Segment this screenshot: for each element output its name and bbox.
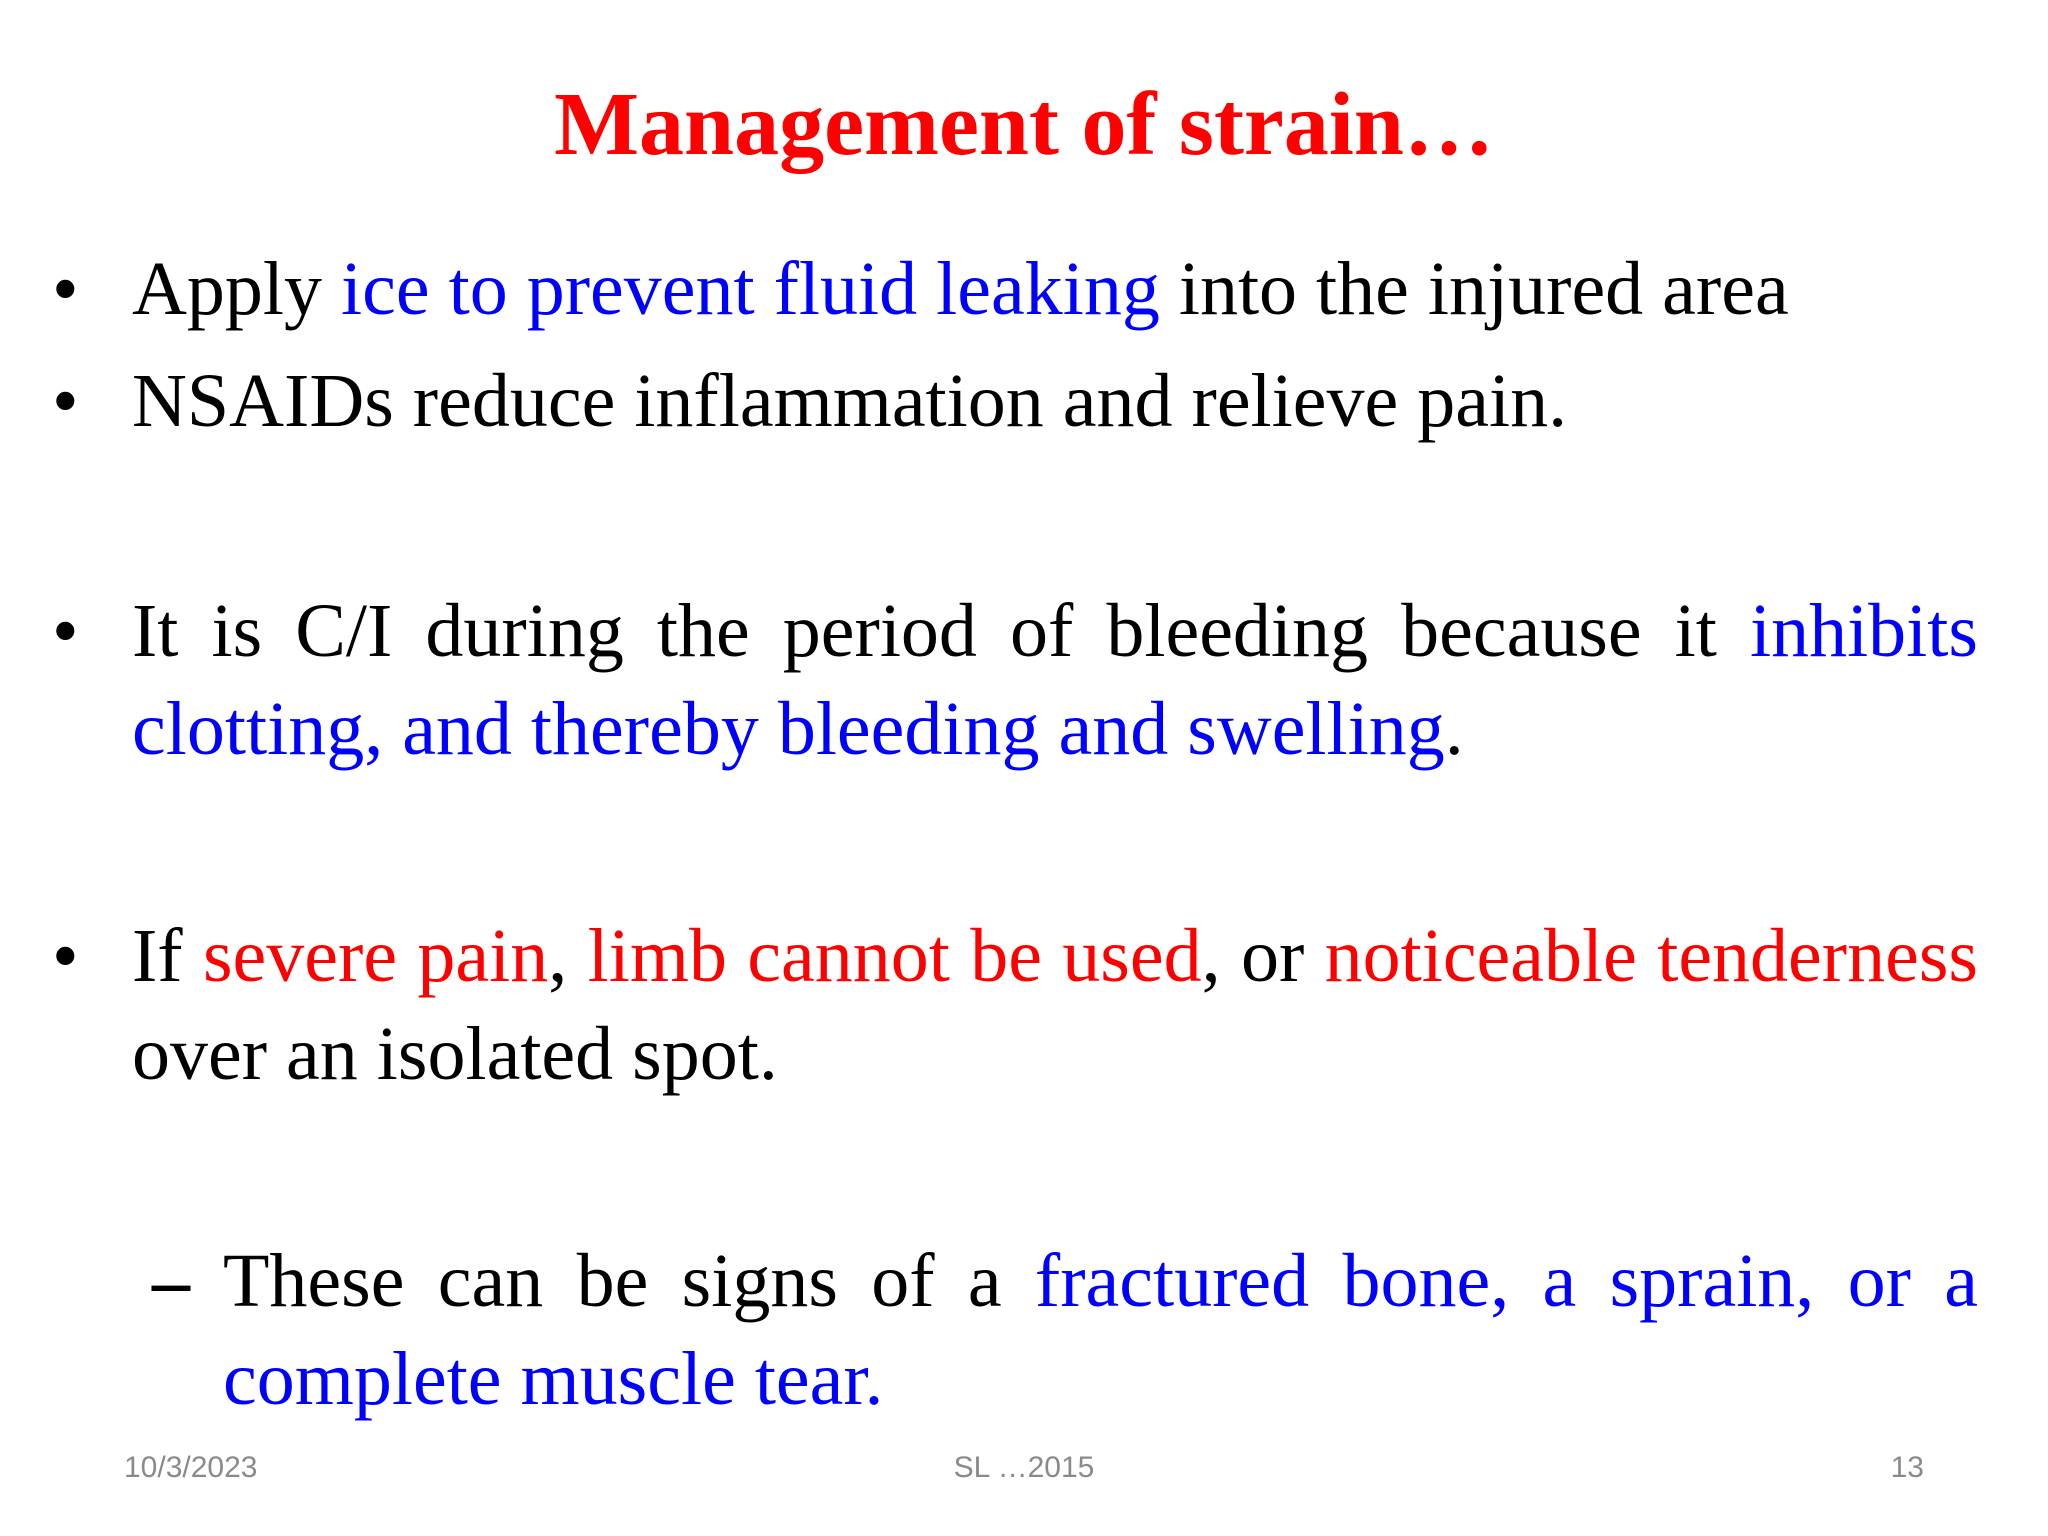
bullet-text: .: [1444, 687, 1464, 771]
subitem-text: These can be signs of a: [223, 1239, 1035, 1323]
bullet-item-nsaids: [132, 352, 1978, 450]
bullet-text: into the injured area: [1159, 247, 1789, 331]
bullet-item-contraindication: [132, 582, 1978, 778]
footer-date: 10/3/2023: [124, 1451, 258, 1484]
bullet-emphasis: inhibits clotting, and thereby bleeding and swelling: [132, 589, 1978, 771]
bullet-icon: •: [52, 914, 79, 998]
bullet-item-warning-signs: [132, 907, 1978, 1103]
bullet-text: Apply: [132, 247, 341, 331]
bullet-icon: •: [52, 359, 79, 443]
subitem-emphasis: fractured bone, a sprain, or a complete muscle tear.: [223, 1239, 1978, 1421]
slide-title: Management of strain…: [554, 75, 1494, 174]
bullet-item-ice: [132, 240, 1978, 338]
bullet-text: over an isolated spot.: [132, 1012, 778, 1096]
bullet-emphasis: ice to prevent fluid leaking: [341, 247, 1160, 331]
footer-center: SL …2015: [953, 1451, 1095, 1484]
subitem-signs: [223, 1232, 1978, 1428]
bullet-text: , or: [1201, 914, 1325, 998]
bullet-icon: •: [52, 589, 79, 673]
bullet-icon: •: [52, 247, 79, 331]
bullet-emphasis: limb cannot be used: [587, 914, 1202, 998]
bullet-text: NSAIDs reduce inflammation and relieve pain.: [132, 359, 1568, 443]
bullet-text: It is C/I during the period of bleeding because it: [132, 589, 1750, 673]
dash-icon: –: [152, 1239, 190, 1323]
bullet-text: If: [132, 914, 203, 998]
bullet-emphasis: noticeable tenderness: [1324, 914, 1978, 998]
bullet-text: ,: [548, 914, 588, 998]
bullet-emphasis: severe pain: [202, 914, 549, 998]
footer-page-number: 13: [1890, 1451, 1924, 1484]
